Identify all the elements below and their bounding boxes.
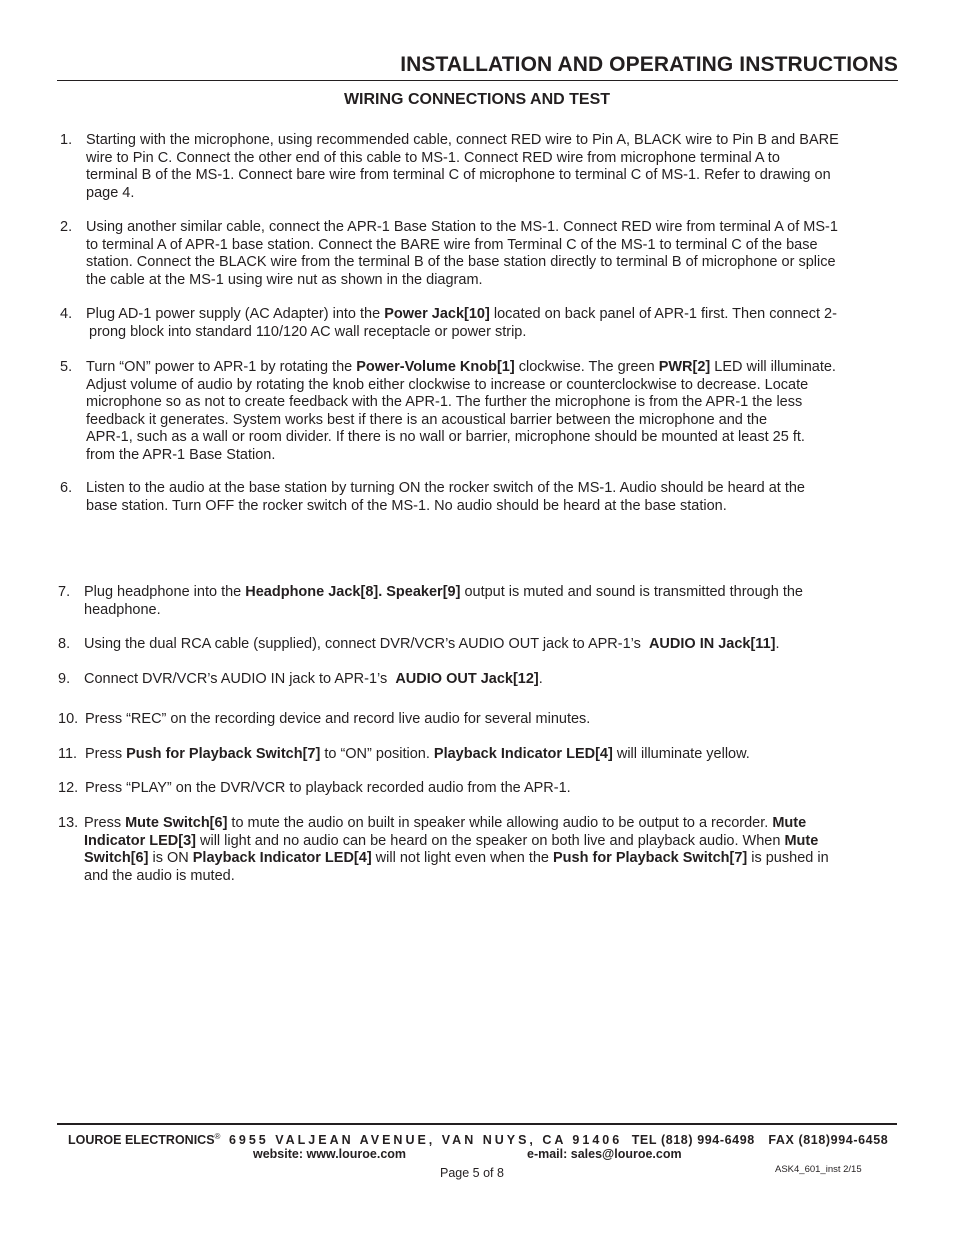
step-number: 13. bbox=[58, 815, 79, 831]
control-label: Power Jack[10] bbox=[384, 306, 490, 322]
step-line: Plug headphone into the Headphone Jack[8]. Speaker[9] output is muted and sound is transmitted through the bbox=[84, 584, 803, 600]
footer-divider bbox=[57, 1123, 897, 1125]
company-website: website: www.louroe.com bbox=[253, 1147, 407, 1161]
step-number: 4. bbox=[60, 306, 73, 322]
page-title: INSTALLATION AND OPERATING INSTRUCTIONS bbox=[400, 53, 898, 76]
header-divider bbox=[57, 80, 898, 81]
control-label: Headphone Jack[8]. Speaker[9] bbox=[245, 584, 461, 600]
step-line: Turn “ON” power to APR-1 by rotating the Power-Volume Knob[1] clockwise. The green PWR[2] LED will illuminate. bbox=[86, 359, 836, 375]
step-line: terminal B of the MS-1. Connect bare wire from terminal C of microphone to terminal C of MS-1. Refer to drawing on bbox=[86, 167, 831, 184]
company-fax: FAX (818)994-6458 bbox=[768, 1133, 889, 1148]
footer-contact bbox=[68, 1132, 888, 1147]
step-number: 6. bbox=[60, 480, 73, 496]
step-line: Starting with the microphone, using recommended cable, connect RED wire to Pin A, BLACK wire to Pin B and BARE bbox=[86, 132, 839, 148]
company-phone: TEL (818) 994-6498 bbox=[631, 1133, 755, 1148]
step-number: 10. bbox=[58, 711, 79, 727]
company-email: e-mail: sales@louroe.com bbox=[527, 1147, 682, 1161]
step-line: feedback it generates. System works best if there is an acoustical barrier between the microphone and the bbox=[86, 411, 768, 428]
step-line: APR-1, such as a wall or room divider. If there is no wall or barrier, microphone should be mounted at least 25 ft. bbox=[86, 429, 805, 446]
step-line: wire to Pin C. Connect the other end of this cable to MS-1. Connect RED wire from microphone terminal A to bbox=[86, 149, 780, 166]
step-line: from the APR-1 Base Station. bbox=[86, 446, 276, 463]
step-number: 8. bbox=[58, 636, 71, 652]
step-line: microphone so as not to create feedback with the APR-1. The further the microphone is from the APR-1 the less bbox=[86, 394, 803, 411]
step-line: prong block into standard 110/120 AC wall receptacle or power strip. bbox=[89, 323, 527, 340]
step-line: Indicator LED[3] will light and no audio can be heard on the speaker on both live and playback audio. When Mute bbox=[84, 832, 819, 849]
registered-mark: ® bbox=[214, 1132, 221, 1141]
page-number: Page 5 of 8 bbox=[440, 1166, 504, 1180]
control-label: PWR[2] bbox=[658, 359, 711, 375]
document-code: ASK4_601_inst 2/15 bbox=[775, 1164, 862, 1175]
step-line: the cable at the MS-1 using wire nut as shown in the diagram. bbox=[86, 271, 483, 288]
page-header bbox=[57, 52, 898, 78]
control-label: Push for Playback Switch[7] bbox=[126, 746, 321, 762]
step-number: 7. bbox=[58, 584, 71, 600]
step-line: Connect DVR/VCR’s AUDIO IN jack to APR-1’s AUDIO OUT Jack[12]. bbox=[84, 671, 543, 687]
control-label: Playback Indicator LED[4] bbox=[433, 746, 613, 762]
step-line: Using another similar cable, connect the APR-1 Base Station to the MS-1. Connect RED wire from terminal A of MS-1 bbox=[86, 219, 838, 235]
step-line: Switch[6] is ON Playback Indicator LED[4] will not light even when the Push for Playback Switch[7] is pushed in bbox=[84, 850, 829, 867]
step-number: 1. bbox=[60, 132, 73, 148]
control-label: Power-Volume Knob[1] bbox=[356, 359, 515, 375]
company-address: 6955 VALJEAN AVENUE, VAN NUYS, CA 91406 bbox=[228, 1133, 623, 1148]
step-number: 5. bbox=[60, 359, 73, 375]
step-line: headphone. bbox=[84, 601, 161, 618]
step-line: Press Mute Switch[6] to mute the audio on built in speaker while allowing audio to be output to a recorder. Mute bbox=[84, 815, 807, 831]
step-line: Using the dual RCA cable (supplied), connect DVR/VCR’s AUDIO OUT jack to APR-1’s AUDIO IN Jack[11]. bbox=[84, 636, 780, 652]
step-line: station. Connect the BLACK wire from the terminal B of the base station directly to terminal B of microphone or splice bbox=[86, 254, 836, 271]
step-line: base station. Turn OFF the rocker switch of the MS-1. No audio should be heard at the base station. bbox=[86, 497, 727, 514]
step-line: Press “PLAY” on the DVR/VCR to playback recorded audio from the APR-1. bbox=[85, 780, 571, 796]
section-title: WIRING CONNECTIONS AND TEST bbox=[343, 91, 611, 108]
step-line: to terminal A of APR-1 base station. Connect the BARE wire from Terminal C of the MS-1 to terminal C of the base bbox=[86, 236, 818, 253]
step-line: Plug AD-1 power supply (AC Adapter) into the Power Jack[10] located on back panel of APR-1 first. Then connect 2- bbox=[86, 306, 837, 322]
step-number: 2. bbox=[60, 219, 73, 235]
step-number: 11. bbox=[58, 746, 78, 762]
company-name: LOUROE ELECTRONICS bbox=[68, 1133, 215, 1148]
step-line: Press Push for Playback Switch[7] to “ON” position. Playback Indicator LED[4] will illuminate yellow. bbox=[85, 746, 750, 762]
control-label: AUDIO OUT Jack[12] bbox=[395, 671, 539, 687]
step-line: page 4. bbox=[86, 184, 135, 201]
step-line: and the audio is muted. bbox=[84, 867, 235, 884]
step-line: Adjust volume of audio by rotating the knob either clockwise to increase or counterclockwise to decrease. Locate bbox=[86, 376, 809, 393]
step-number: 12. bbox=[58, 780, 79, 796]
step-line: Listen to the audio at the base station by turning ON the rocker switch of the MS-1. Audio should be heard at the bbox=[86, 480, 805, 496]
step-line: Press “REC” on the recording device and record live audio for several minutes. bbox=[85, 711, 591, 727]
control-label: AUDIO IN Jack[11] bbox=[648, 636, 776, 652]
step-number: 9. bbox=[58, 671, 71, 687]
